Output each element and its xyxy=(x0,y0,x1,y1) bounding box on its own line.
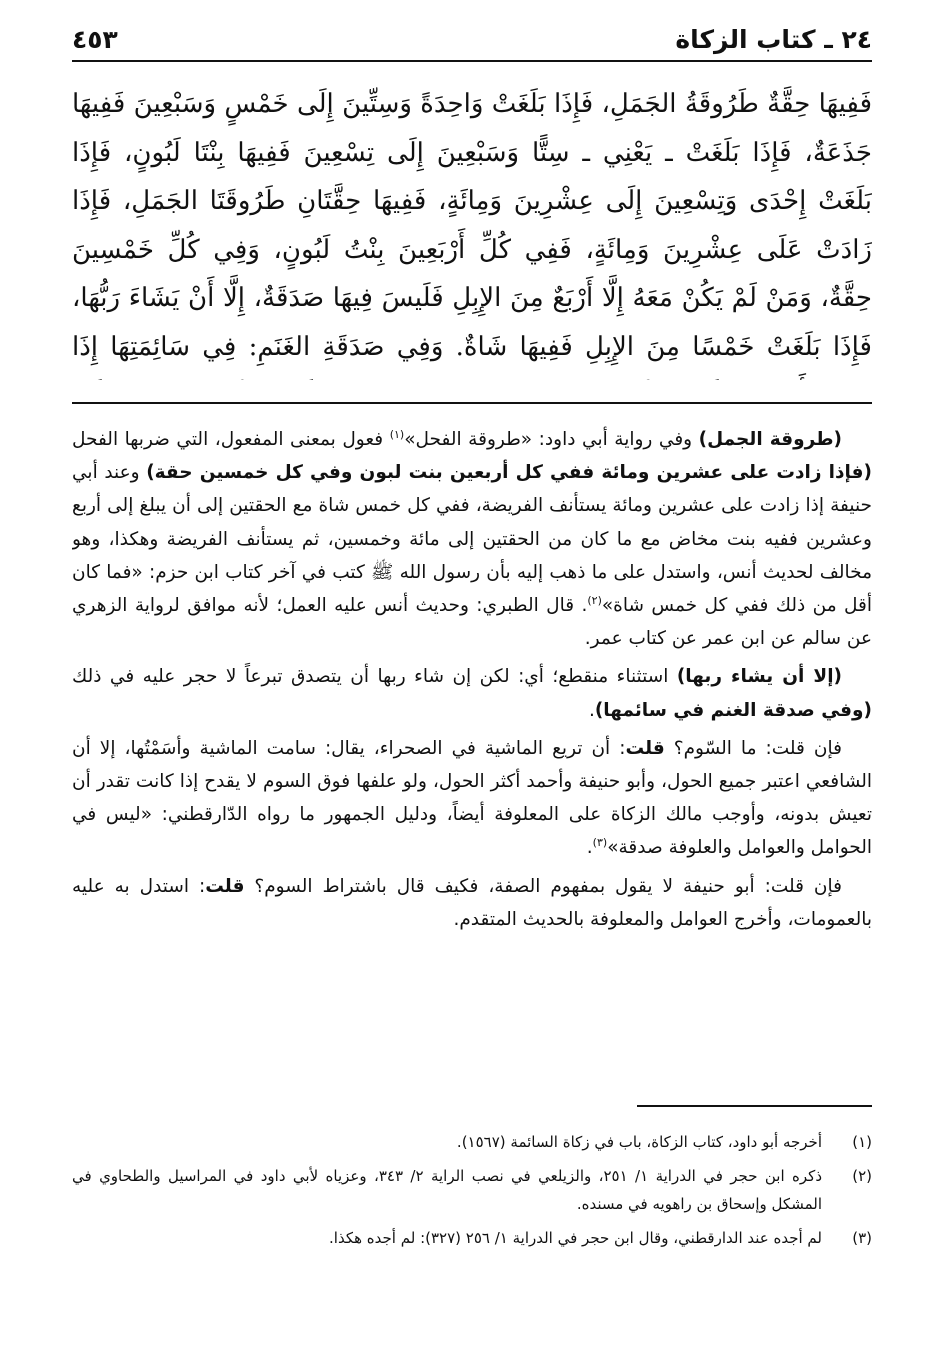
commentary-text: . xyxy=(586,837,593,859)
lemma: قلت xyxy=(205,875,245,897)
footnote-text: أخرجه أبو داود، كتاب الزكاة، باب في زكاة السائمة (١٥٦٧). xyxy=(456,1133,822,1151)
footnote xyxy=(72,1162,872,1218)
commentary-paragraph xyxy=(72,732,872,865)
commentary-paragraph xyxy=(72,870,872,936)
lemma: قلت xyxy=(625,737,665,759)
page-header xyxy=(72,24,872,62)
footnote-ref[interactable]: (٣) xyxy=(592,836,608,850)
commentary-text: . قال الطبري: وحديث أنس عليه العمل؛ لأنه موافق لرواية الزهري عن سالم عن ابن عمر عن كتاب عمر. xyxy=(72,595,872,650)
footnote-text: لم أجده عند الدارقطني، وقال ابن حجر في الدراية ١/ ٢٥٦ (٣٢٧): لم أجده هكذا. xyxy=(329,1229,822,1247)
footnotes xyxy=(72,1128,872,1278)
footnote-number: (٣) xyxy=(852,1229,872,1247)
page-number: ٤٥٣ xyxy=(72,25,118,54)
lemma: (فإذا زادت على عشرين ومائة ففي كل أربعين بنت لبون وفي كل خمسين حقة) xyxy=(146,462,872,484)
commentary-text: استثناء منقطع؛ أي: لكن إن شاء ربها أن يتصدق تبرعاً لا حجر عليه في ذلك xyxy=(72,666,677,688)
commentary-text: : استدل به عليه بالعمومات، وأخرج العوامل والمعلوفة بالحديث المتقدم. xyxy=(72,875,872,930)
footnote-ref[interactable]: (٢) xyxy=(587,593,602,607)
commentary-paragraph xyxy=(72,423,872,655)
commentary-text: وعند أبي حنيفة إذا زادت على عشرين ومائة يستأنف الفريضة، ففي كل خمس شاة مع الحقتين إلى أن يبلغ إلى أربع وعشرين ففيه بنت مخاض مع ما كان من الحقتين إلى مائة وخمسين، ثم يستأنف الفريضة وهكذا، وهو مخالف لحديث أنس، واستدل على ما ذهب إليه بأن رسول الله ﷺ كتب في آخر كتاب ابن حزم: «فما كان أقل من ذلك ففي كل خمس شاة» xyxy=(72,462,872,617)
running-head: ٢٤ ـ كتاب الزكاة xyxy=(675,25,872,54)
footnote-divider xyxy=(637,1105,872,1107)
hadith-text: فَفِيهَا حِقَّةٌ طَرُوقَةُ الجَمَلِ، فَإِذَا بَلَغَتْ وَاحِدَةً وَسِتِّينَ إِلَى خَمْسٍ وَسَبْعِينَ فَفِيهَا جَذَعَةٌ، فَإِذَا بَلَغَتْ ـ يَعْنِي ـ سِتًّا وَسَبْعِينَ إِلَى تِسْعِينَ فَفِيهَا بِنْتَا لَبُونٍ، فَإِذَا بَلَغَتْ إِحْدَى وَتِسْعِينَ إِلَى عِشْرِينَ وَمِائَةٍ، فَفِيهَا حِقَّتَانِ طَرُوقَتَا الجَمَلِ، فَإِذَا زَادَتْ عَلَى عِشْرِينَ وَمِائَةٍ، فَفِي كُلِّ أَرْبَعِينَ بِنْتُ لَبُونٍ، وَفِي كُلِّ خَمْسِينَ حِقَّةٌ، وَمَنْ لَمْ يَكُنْ مَعَهُ إِلَّا أَرْبَعٌ مِنَ الإِبِلِ فَلَيسَ فِيهَا صَدَقَةٌ، إِلَّا أَنْ يَشَاءَ رَبُّهَا، فَإِذَا بَلَغَتْ خَمْسًا مِنَ الإِبِلِ فَفِيهَا شَاةٌ. وَفِي صَدَقَةِ الغَنَمِ: فِي سَائِمَتِهَا إِذَا xyxy=(72,89,872,362)
commentary-text: فإن قلت: ما السّوم؟ xyxy=(664,737,842,759)
footnote-number: (٢) xyxy=(852,1167,872,1185)
lemma: (إلا أن يشاء ربها) xyxy=(676,666,842,688)
footnote-text: ذكره ابن حجر في الدراية ١/ ٢٥١، والزيلعي في نصب الراية ٢/ ٣٤٣، وعزياه لأبي داود في المراسيل والطحاوي في المشكل وإسحاق بن راهويه في مسنده. xyxy=(72,1167,822,1213)
commentary-text: . xyxy=(588,699,595,721)
lemma: (طروقة الجمل) xyxy=(698,429,842,450)
commentary-text: فعول بمعنى المفعول، التي ضربها الفحل xyxy=(72,429,390,450)
text-divider xyxy=(72,402,872,404)
footnote-ref[interactable]: (١) xyxy=(389,427,405,441)
footnote xyxy=(72,1224,872,1252)
lemma: (وفي صدقة الغنم في سائمها) xyxy=(594,699,872,721)
footnote-number: (١) xyxy=(852,1133,872,1151)
commentary xyxy=(72,423,872,1083)
commentary-paragraph xyxy=(72,660,872,726)
footnote xyxy=(72,1128,872,1156)
commentary-text: وفي رواية أبي داود: «طروقة الفحل» xyxy=(404,429,699,450)
commentary-text: فإن قلت: أبو حنيفة لا يقول بمفهوم الصفة، فكيف قال باشتراط السوم؟ xyxy=(244,875,842,897)
commentary-text: : أن تريع الماشية في الصحراء، يقال: سامت الماشية وأسَمْتُها، إلا أن الشافعي اعتبر جميع الحول، وأبو حنيفة وأحمد أكثر الحول، ولو علفها فوق السوم لا يقدح إذا كانت تقدر أن تعيش بدونه، وأوجب مالك الزكاة على المعلوفة أيضاً، ودليل الجمهور ما رواه الدّارقطني: «ليس في الحوامل والعوامل والعلوفة صدقة» xyxy=(72,737,872,859)
